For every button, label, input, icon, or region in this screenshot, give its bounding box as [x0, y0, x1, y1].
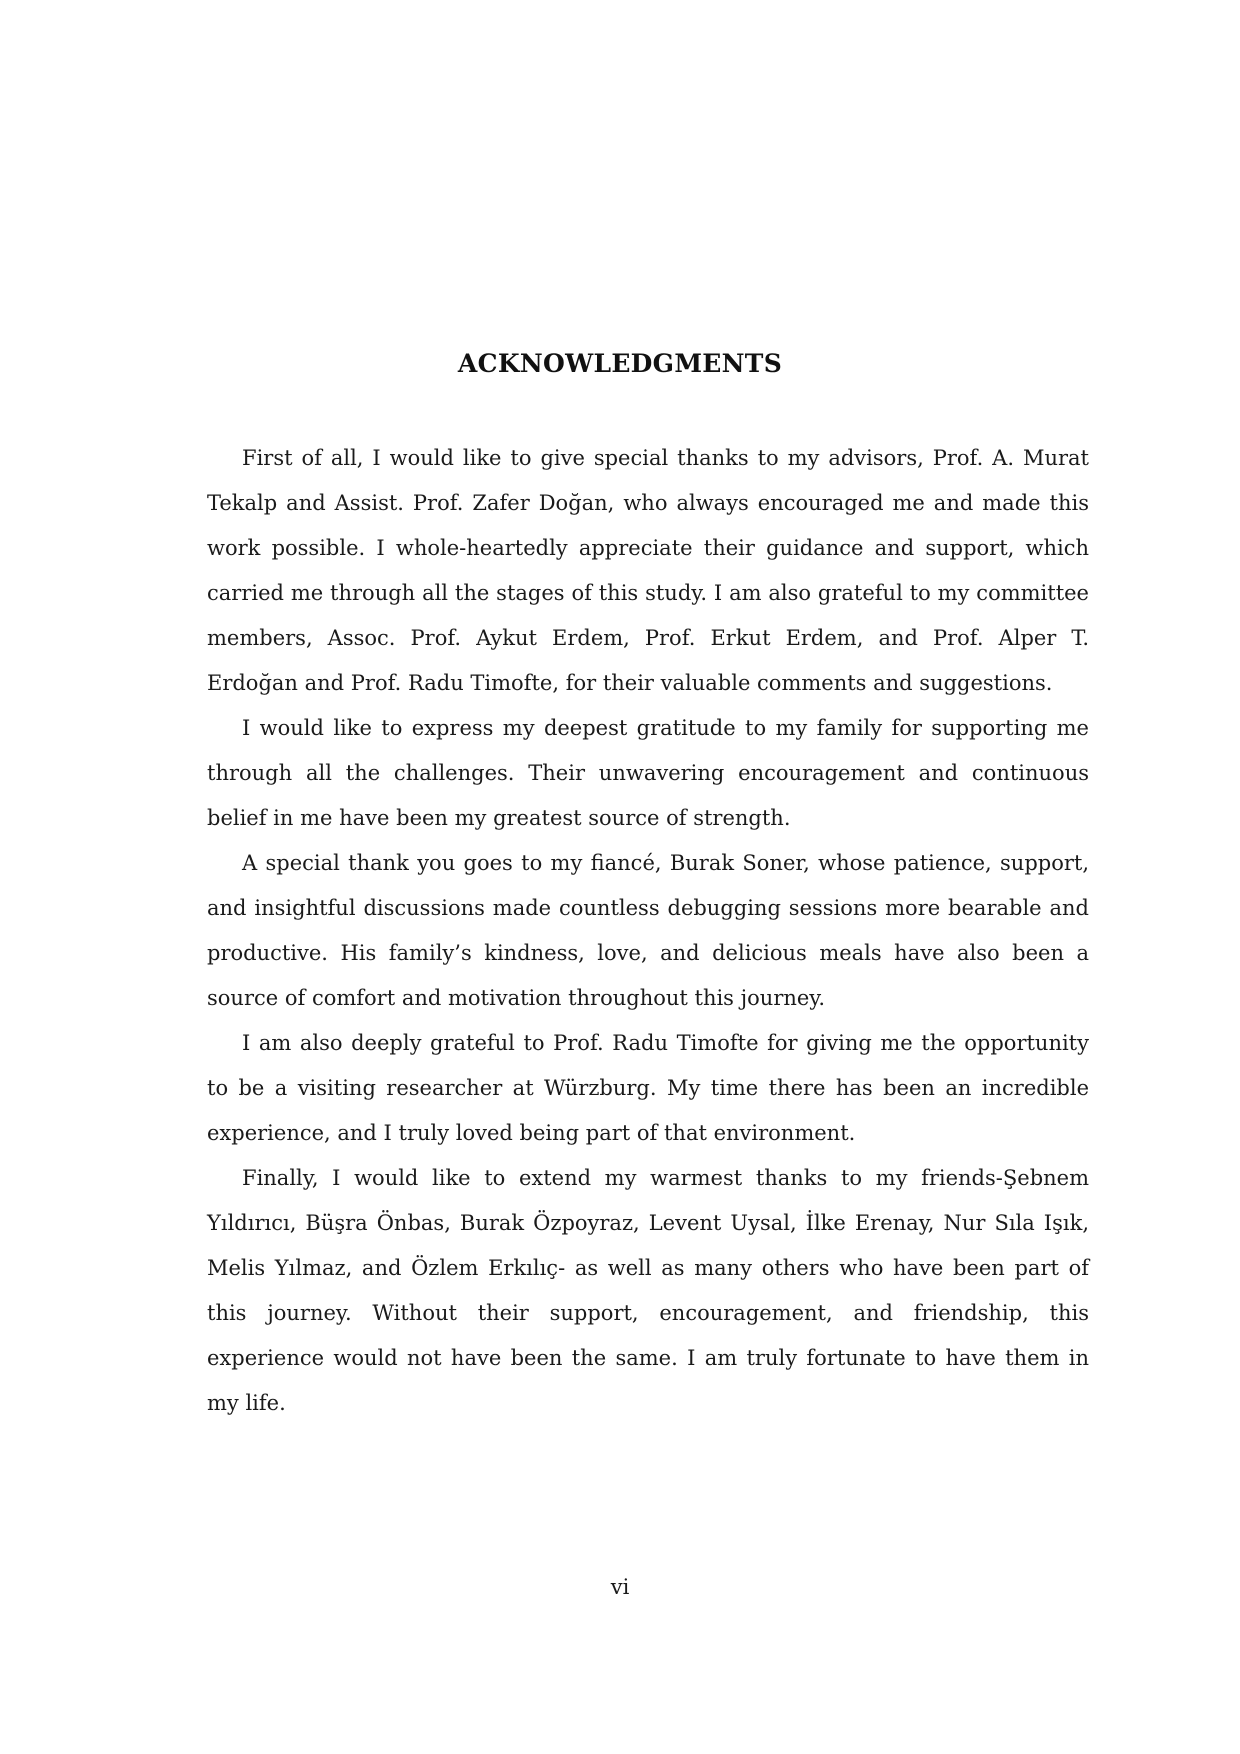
acknowledgments-body — [207, 436, 1089, 1426]
paragraph-friends: Finally, I would like to extend my warmest thanks to my friends-Şebnem Yıldırıcı, Büşra Önbas, Burak Özpoyraz, Levent Uysal, İlke Erenay, Nur Sıla Işık, Melis Yılmaz, and Özlem Erkılıç- as well as many others who have been part of this journey. Without their support, encouragement, and friendship, this experience would not have been the same. I am truly fortunate to have them in my life. — [207, 1166, 1089, 1415]
paragraph-advisors: First of all, I would like to give special thanks to my advisors, Prof. A. Murat Tekalp and Assist. Prof. Zafer Doğan, who always encouraged me and made this work possible. I whole-heartedly appreciate their guidance and support, which carried me through all the stages of this study. I am also grateful to my committee members, Assoc. Prof. Aykut Erdem, Prof. Erkut Erdem, and Prof. Alper T. Erdoğan and Prof. Radu Timofte, for their valuable comments and suggestions. — [207, 446, 1089, 695]
paragraph-family: I would like to express my deepest gratitude to my family for supporting me through all the challenges. Their unwavering encouragement and continuous belief in me have been my greatest source of strength. — [207, 716, 1089, 830]
paragraph-visiting-researcher: I am also deeply grateful to Prof. Radu Timofte for giving me the opportunity to be a visiting researcher at Würzburg. My time there has been an incredible experience, and I truly loved being part of that environment. — [207, 1031, 1089, 1145]
page-title: ACKNOWLEDGMENTS — [457, 349, 783, 378]
page-number: vi — [610, 1575, 630, 1599]
paragraph-fiance: A special thank you goes to my fiancé, Burak Soner, whose patience, support, and insightful discussions made countless debugging sessions more bearable and productive. His family’s kindness, love, and delicious meals have also been a source of comfort and motivation throughout this journey. — [207, 851, 1089, 1010]
